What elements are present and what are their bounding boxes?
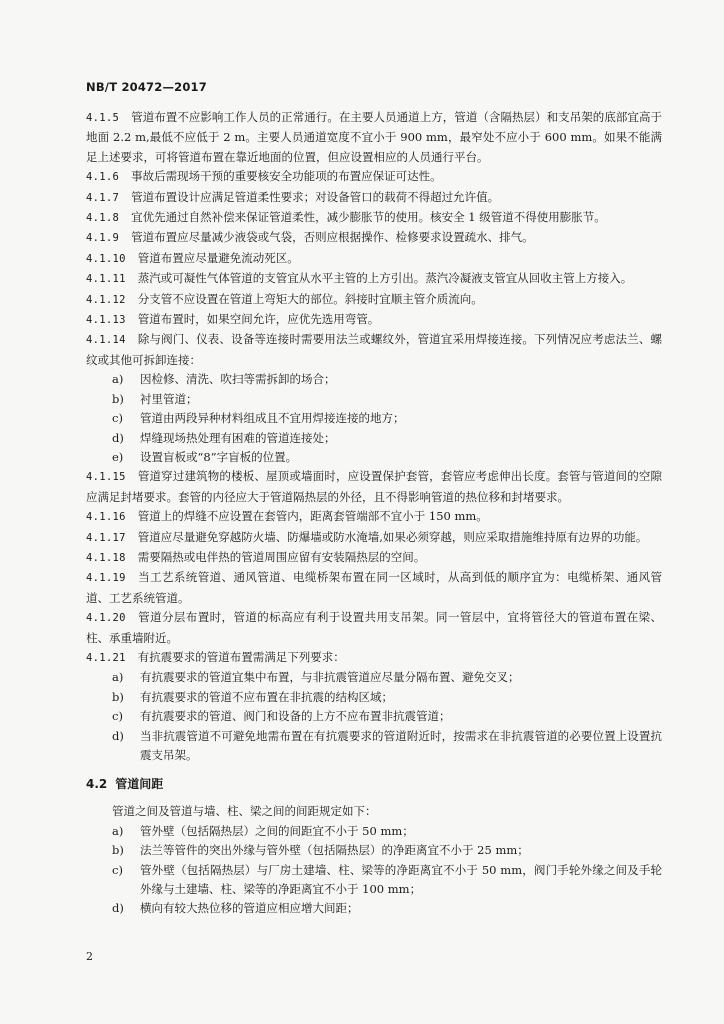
list-label: a) [112, 372, 124, 387]
clause-4-1-7 [86, 188, 662, 208]
clause-number: 4.1.8 [86, 212, 120, 225]
list-label: d) [112, 430, 124, 445]
clause-4-1-14 [86, 330, 662, 370]
list-item [86, 370, 662, 389]
section-heading-4-2 [86, 775, 662, 794]
clause-4-1-10 [86, 249, 662, 269]
list-text: 管道由两段异种材料组成且不宜用焊接连接的地方； [140, 411, 405, 426]
list-text: 有抗震要求的管道宜集中布置，与非抗震管道应尽量分隔布置、避免交叉； [140, 670, 520, 685]
clause-4-1-13 [86, 310, 662, 330]
list-label: e) [112, 449, 124, 464]
list-label: b) [112, 689, 124, 704]
clause-text: 除与阀门、仪表、设备等连接时需要用法兰或螺纹外，管道宜采用焊接连接。下列情况应考虑法兰、螺纹或其他可拆卸连接： [86, 332, 662, 367]
clause-text: 管道分层布置时，管道的标高应有利于设置共用支吊架。同一管层中，宜将管径大的管道布置在梁、柱、承重墙附近。 [86, 610, 662, 645]
clause-4-1-20 [86, 608, 662, 648]
clause-number: 4.1.10 [86, 252, 126, 265]
clause-4-1-12 [86, 290, 662, 310]
list-label: a) [112, 670, 124, 685]
clause-4-1-11 [86, 269, 662, 289]
clause-4-1-21 [86, 648, 662, 668]
list-text: 因检修、清洗、吹扫等需拆卸的场合； [140, 372, 336, 387]
list-text: 管外壁（包括隔热层）之间的间距宜不小于 50 mm； [140, 823, 414, 838]
clause-number: 4.1.17 [86, 531, 126, 544]
clause-number: 4.1.7 [86, 191, 120, 204]
clause-4-1-17 [86, 528, 662, 548]
list-text: 当非抗震管道不可避免地需布置在有抗震要求的管道附近时，按需求在非抗震管道的必要位置上设置抗震支吊架。 [140, 728, 662, 762]
list-item [86, 727, 662, 766]
list-text: 衬里管道； [140, 391, 198, 406]
clause-number: 4.1.9 [86, 232, 120, 245]
clause-number: 4.1.15 [86, 471, 126, 484]
list-label: d) [112, 901, 124, 916]
list-label: a) [112, 823, 124, 838]
list-text: 焊缝现场热处理有困难的管道连接处； [140, 430, 336, 445]
clause-4-1-5 [86, 108, 662, 167]
list-text: 横向有较大热位移的管道应相应增大间距； [140, 901, 359, 916]
standard-number-header: NB/T 20472—2017 [86, 80, 207, 94]
list-text: 设置盲板或“8”字盲板的位置。 [140, 449, 298, 464]
clause-4-1-9 [86, 228, 662, 248]
list-label: d) [112, 728, 124, 743]
page-number: 2 [86, 950, 93, 963]
clause-number: 4.1.12 [86, 293, 126, 306]
list-item [86, 390, 662, 409]
clause-text: 有抗震要求的管道布置需满足下列要求： [137, 649, 345, 664]
clause-text: 管道布置设计应满足管道柔性要求；对设备管口的载荷不得超过允许值。 [131, 189, 500, 204]
list-text: 有抗震要求的管道、阀门和设备的上方不应布置非抗震管道； [140, 709, 451, 724]
clause-text: 管道布置应尽量减少液袋或气袋，否则应根据操作、检修要求设置疏水、排气。 [131, 230, 534, 245]
clause-text: 蒸汽或可凝性气体管道的支管宜从水平主管的上方引出。蒸汽冷凝液支管宜从回收主管上方接入。 [137, 271, 633, 286]
clause-text: 宜优先通过自然补偿来保证管道柔性，减少膨胀节的使用。核安全 1 级管道不得使用膨胀节。 [131, 210, 606, 225]
clause-4-1-16 [86, 507, 662, 527]
clause-number: 4.1.11 [86, 273, 126, 286]
clause-number: 4.1.21 [86, 651, 126, 664]
clause-4-1-6 [86, 167, 662, 187]
list-text: 管外壁（包括隔热层）与厂房土建墙、柱、梁等的净距离宜不小于 50 mm，阀门手轮外缘之间及手轮外缘与土建墙、柱、梁等的净距离宜不小于 100 mm； [140, 862, 662, 897]
clause-number: 4.1.5 [86, 112, 120, 124]
clause-text: 管道布置时，如果空间允许，应优先选用弯管。 [137, 312, 380, 327]
clause-number: 4.1.18 [86, 551, 126, 564]
list-item [86, 688, 662, 707]
section-number: 4.2 [86, 777, 108, 792]
clause-4-1-8 [86, 208, 662, 228]
list-text: 法兰等管件的突出外缘与管外壁（包括隔热层）的净距离宜不小于 25 mm； [140, 843, 529, 858]
list-text: 有抗震要求的管道不应布置在非抗震的结构区域； [140, 689, 393, 704]
list-item [86, 822, 662, 841]
clause-4-1-15 [86, 467, 662, 507]
clause-number: 4.1.20 [86, 612, 126, 625]
section-intro: 管道之间及管道与墙、柱、梁之间的间距规定如下： [112, 804, 377, 819]
list-item [86, 899, 662, 918]
list-label: b) [112, 843, 124, 858]
list-label: c) [112, 709, 123, 724]
list-label: b) [112, 391, 124, 406]
list-item [86, 429, 662, 448]
list-label: c) [112, 862, 123, 877]
clause-number: 4.1.6 [86, 171, 120, 184]
list-item [86, 668, 662, 687]
section-title: 管道间距 [115, 777, 164, 792]
clause-text: 管道应尽量避免穿越防火墙、防爆墙或防水淹墙,如果必须穿越，则应采取措施维持原有边界的功能。 [137, 529, 648, 544]
clause-text: 分支管不应设置在管道上弯矩大的部位。斜接时宜顺主管介质流向。 [137, 291, 483, 306]
document-body [86, 108, 662, 919]
list-item [86, 448, 662, 467]
list-item [86, 861, 662, 900]
clause-4-1-19 [86, 568, 662, 608]
clause-number: 4.1.16 [86, 511, 126, 524]
clause-text: 当工艺系统管道、通风管道、电缆桥架布置在同一区域时，从高到低的顺序宜为：电缆桥架、通风管道、工艺系统管道。 [86, 570, 662, 605]
clause-text: 管道穿过建筑物的楼板、屋顶或墙面时，应设置保护套管，套管应考虑伸出长度。套管与管道间的空隙应满足封堵要求。套管的内径应大于管道隔热层的外径，且不得影响管道的热位移和封堵要求。 [86, 469, 662, 504]
list-item [86, 707, 662, 726]
list-label: c) [112, 411, 123, 426]
clause-number: 4.1.13 [86, 314, 126, 327]
clause-text: 管道布置应尽量避免流动死区。 [137, 250, 299, 265]
clause-number: 4.1.14 [86, 334, 126, 347]
clause-number: 4.1.19 [86, 572, 126, 585]
clause-text: 管道上的焊缝不应设置在套管内，距离套管端部不宜小于 150 mm。 [137, 509, 488, 524]
clause-text: 需要隔热或电伴热的管道周围应留有安装隔热层的空间。 [137, 549, 426, 564]
clause-4-1-18 [86, 548, 662, 568]
list-item [86, 409, 662, 428]
clause-text: 事故后需现场干预的重要核安全功能项的布置应保证可达性。 [131, 169, 442, 184]
clause-text: 管道布置不应影响工作人员的正常通行。在主要人员通道上方，管道（含隔热层）和支吊架的底部宜高于地面 2.2 m,最低不应低于 2 m。主要人员通道宽度不宜小于 900 mm，最窄处不应小于 600 mm。如果不能满足上述要求，可将管道布置在靠近地面的位置，但应设置相应的人员通行平台。 [86, 110, 662, 164]
list-item [86, 841, 662, 860]
